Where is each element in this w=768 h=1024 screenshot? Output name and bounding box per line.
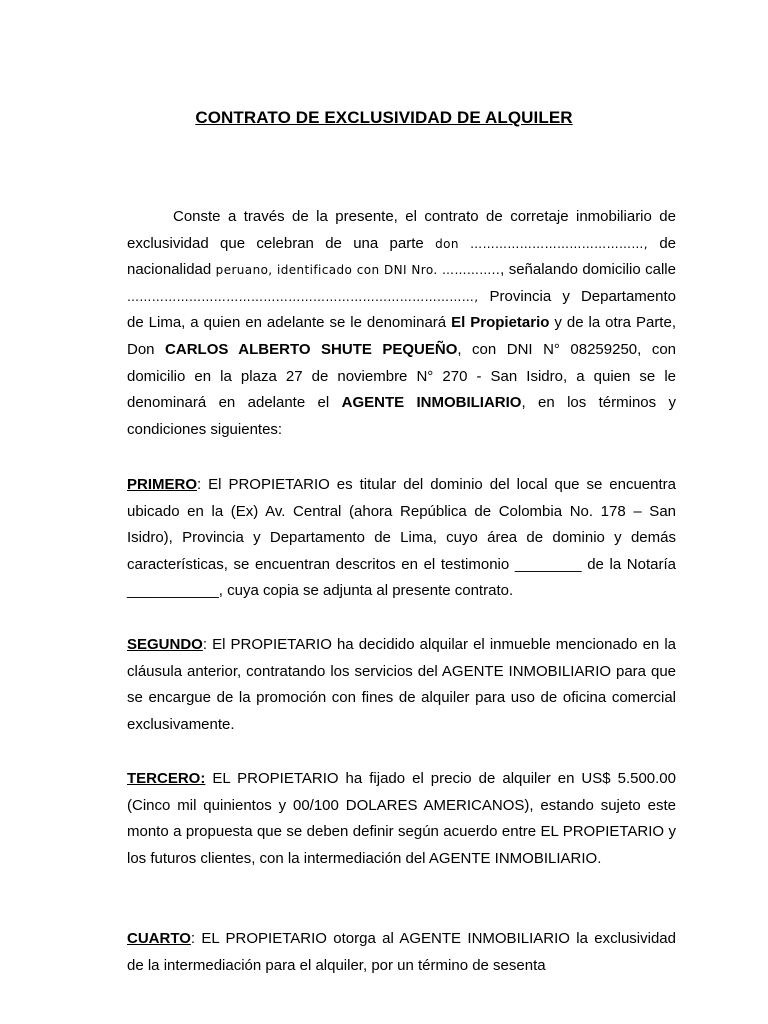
owner-name-blank: don ……………………………………, <box>435 236 649 251</box>
clause-text: El PROPIETARIO es titular del dominio del local que se encuentra ubicado en la (Ex) Av. Central (ahora República de Colombia No. 178 – San Isidro), Provincia y Departamento de Lima, cuyo área de dominio y demás características, se encuentran descritos en el testimonio ________ de la Notaría ___________, cuya copia se adjunta al presente contrato. <box>127 476 676 600</box>
clause-label: CUARTO <box>127 930 191 947</box>
intro-text-5: , señalando domicilio calle <box>500 261 676 279</box>
clause-separator: : <box>190 930 196 947</box>
intro-text-1: Conste a través de la presente, el contrato de corretaje inmobiliario de exclusividad que celebran de una parte <box>127 208 676 252</box>
clause-label: TERCERO: <box>127 770 206 787</box>
intro-paragraph <box>127 204 676 443</box>
intro-text-11: , con DNI N° 08259250, con domicilio en la plaza 27 de noviembre N° 270 - San Isidro, a quien se le denominará en adelante el <box>127 340 677 412</box>
owner-address-blank: …………………………………………………………………………, <box>127 289 479 304</box>
clause-text: EL PROPIETARIO otorga al AGENTE INMOBILIARIO la exclusividad de la intermediación para el alquiler, por un término de sesenta <box>127 930 676 974</box>
clause-separator: : <box>197 476 202 493</box>
clause-cuarto <box>127 926 676 979</box>
clause-segundo <box>127 632 676 738</box>
clause-separator: : <box>202 636 208 653</box>
intro-text-3: de nacionalidad <box>127 234 677 279</box>
clause-label: SEGUNDO <box>127 636 203 653</box>
owner-dni-blank: peruano, identificado con DNI Nro. ………….. <box>215 263 501 278</box>
clause-label: PRIMERO <box>127 476 198 493</box>
intro-text-9: y de la otra Parte, Don <box>127 314 676 358</box>
intro-text-13: , en los términos y condiciones siguientes: <box>127 394 676 438</box>
document-title: CONTRATO DE EXCLUSIVIDAD DE ALQUILER <box>195 108 573 127</box>
intro-text-7: Provincia y Departamento de Lima, a quien en adelante se le denominará <box>127 287 676 332</box>
clause-primero <box>127 472 676 605</box>
agent-name: CARLOS ALBERTO SHUTE PEQUEÑO <box>165 340 458 358</box>
owner-designation: El Propietario <box>451 314 550 332</box>
agent-designation: AGENTE INMOBILIARIO <box>341 394 522 412</box>
clause-text: El PROPIETARIO ha decidido alquilar el inmueble mencionado en la cláusula anterior, contratando los servicios del AGENTE INMOBILIARIO para que se encargue de la promoción con fines de alquiler para uso de oficina comercial exclusivamente. <box>127 636 676 733</box>
clause-tercero <box>127 766 676 872</box>
clause-text: EL PROPIETARIO ha fijado el precio de alquiler en US$ 5.500.00 (Cinco mil quinientos y 00/100 DOLARES AMERICANOS), estando sujeto este monto a propuesta que se deben definir según acuerdo entre EL PROPIETARIO y los futuros clientes, con la intermediación del AGENTE INMOBILIARIO. <box>127 770 676 867</box>
